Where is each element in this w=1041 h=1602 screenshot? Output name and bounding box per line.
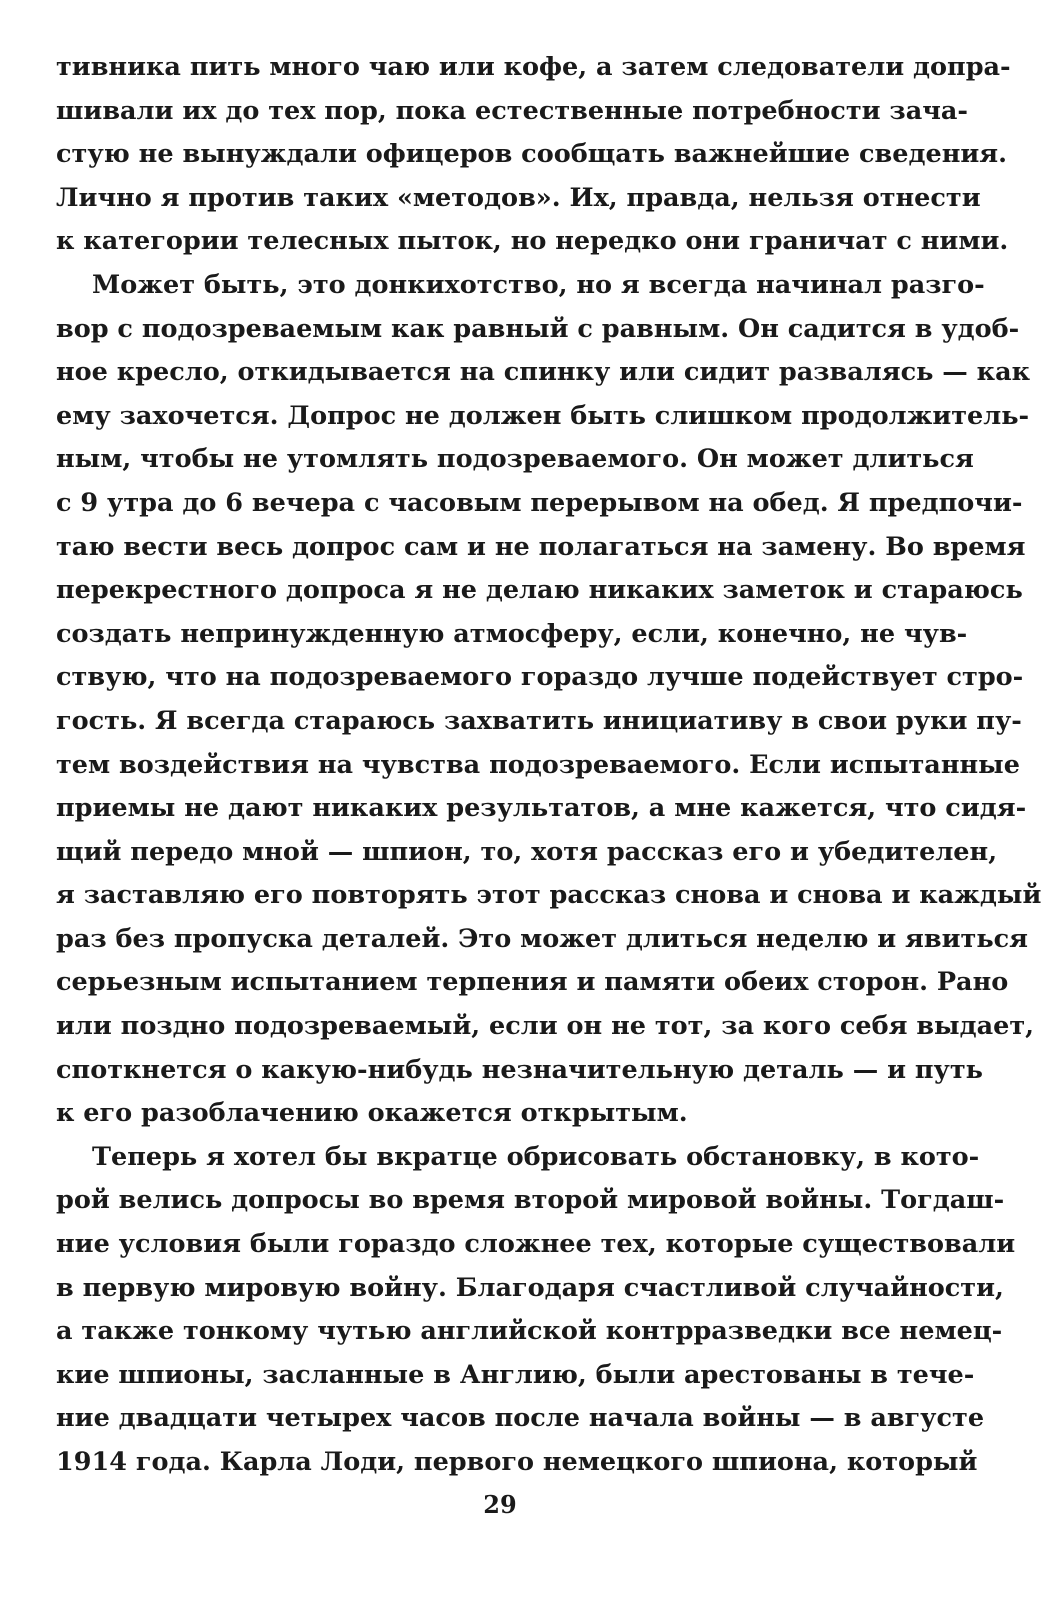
- text-line: ему захочется. Допрос не должен быть слишком продолжитель-: [56, 400, 1030, 431]
- text-line: шивали их до тех пор, пока естественные потребности зача-: [56, 95, 968, 126]
- text-line: ние условия были гораздо сложнее тех, которые существовали: [56, 1229, 1016, 1260]
- text-line: Теперь я хотел бы вкратце обрисовать обстановку, в кото-: [92, 1141, 980, 1172]
- text-line: 1914 года. Карла Лоди, первого немецкого шпиона, который: [56, 1447, 978, 1477]
- text-line: щий передо мной — шпион, то, хотя рассказ его и убедителен,: [56, 836, 998, 867]
- paragraph: [56, 1136, 1016, 1485]
- page-body: [56, 46, 1041, 1485]
- text-line: Лично я против таких «методов». Их, правда, нельзя отнести: [56, 182, 981, 213]
- text-line: ствую, что на подозреваемого гораздо лучше подействует стро-: [56, 662, 1024, 693]
- text-line: в первую мировую войну. Благодаря счастливой случайности,: [56, 1272, 1004, 1303]
- text-line: споткнется о какую-нибудь незначительную деталь — и путь: [56, 1054, 983, 1085]
- text-line: Может быть, это донкихотство, но я всегда начинал разго-: [92, 269, 985, 300]
- text-line: стую не вынуждали офицеров сообщать важнейшие сведения.: [56, 139, 1008, 170]
- text-line: я заставляю его повторять этот рассказ снова и снова и каждый: [56, 880, 1041, 911]
- text-line: перекрестного допроса я не делаю никаких заметок и стараюсь: [56, 575, 1023, 606]
- text-line: раз без пропуска деталей. Это может длиться неделю и явиться: [56, 923, 1029, 954]
- text-line: создать непринужденную атмосферу, если, конечно, не чув-: [56, 618, 968, 649]
- text-line: тивника пить много чаю или кофе, а затем следователи допра-: [56, 52, 1011, 82]
- text-line: гость. Я всегда стараюсь захватить инициативу в свои руки пу-: [56, 705, 1022, 736]
- text-line: к его разоблачению окажется открытым.: [56, 1098, 688, 1129]
- text-line: к категории телесных пыток, но нередко они граничат с ними.: [56, 226, 1009, 257]
- text-line: кие шпионы, засланные в Англию, были арестованы в тече-: [56, 1359, 975, 1390]
- text-line: с 9 утра до 6 вечера с часовым перерывом на обед. Я предпочи-: [56, 487, 1023, 518]
- text-line: а также тонкому чутью английской контрразведки все немец-: [56, 1316, 1003, 1347]
- text-line: тем воздействия на чувства подозреваемого. Если испытанные: [56, 749, 1020, 780]
- text-line: таю вести весь допрос сам и не полагаться на замену. Во время: [56, 531, 1026, 562]
- text-line: вор с подозреваемым как равный с равным. Он садится в удоб-: [56, 313, 1020, 344]
- text-line: ное кресло, откидывается на спинку или сидит развалясь — как: [56, 357, 1031, 388]
- paragraph: [56, 46, 1011, 264]
- text-line: рой велись допросы во время второй мировой войны. Тогдаш-: [56, 1185, 1005, 1216]
- paragraph: [56, 264, 1041, 1136]
- page-number: 29: [483, 1490, 517, 1519]
- text-line: приемы не дают никаких результатов, а мне кажется, что сидя-: [56, 793, 1027, 824]
- text-line: ние двадцати четырех часов после начала войны — в августе: [56, 1403, 985, 1434]
- text-line: ным, чтобы не утомлять подозреваемого. Он может длиться: [56, 444, 974, 475]
- text-line: или поздно подозреваемый, если он не тот, за кого себя выдает,: [56, 1011, 1035, 1042]
- text-line: серьезным испытанием терпения и памяти обеих сторон. Рано: [56, 967, 1009, 998]
